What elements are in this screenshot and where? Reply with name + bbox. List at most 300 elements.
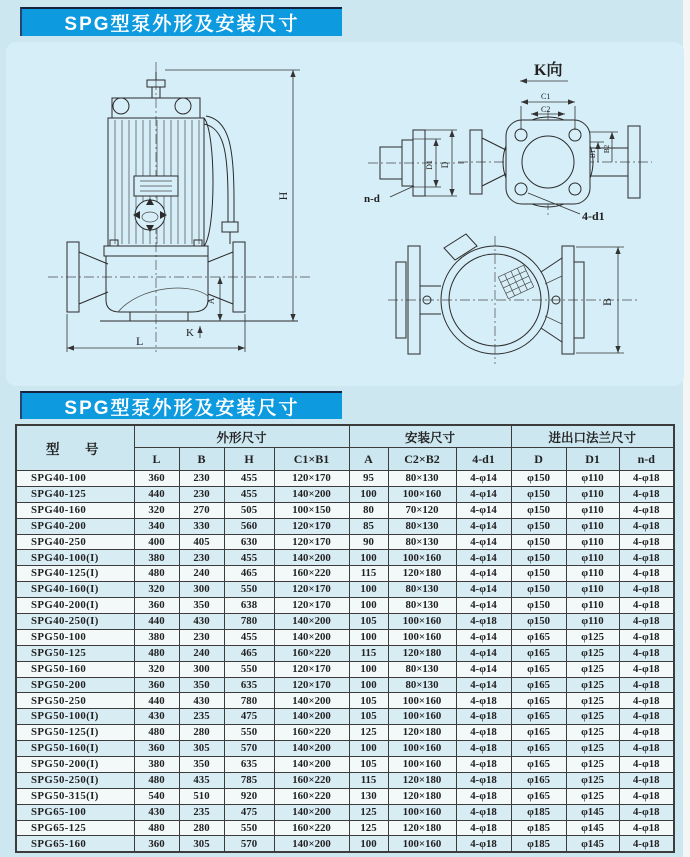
- value-cell: φ150: [511, 582, 566, 598]
- value-cell: 4-φ18: [456, 820, 511, 836]
- value-cell: 475: [224, 804, 274, 820]
- header-C2xB2: C2×B2: [388, 448, 456, 471]
- value-cell: 360: [134, 471, 179, 487]
- value-cell: 125: [349, 820, 388, 836]
- value-cell: 480: [134, 725, 179, 741]
- value-cell: 475: [224, 709, 274, 725]
- value-cell: φ110: [566, 550, 619, 566]
- model-cell: SPG50-160: [16, 661, 134, 677]
- table-row: [16, 534, 674, 550]
- value-cell: 140×200: [274, 693, 349, 709]
- model-cell: SPG40-125: [16, 486, 134, 502]
- value-cell: φ145: [566, 836, 619, 852]
- table-row: [16, 471, 674, 487]
- value-cell: 100×160: [388, 709, 456, 725]
- dim-label-H: H: [276, 191, 290, 201]
- value-cell: 140×200: [274, 550, 349, 566]
- value-cell: 480: [134, 566, 179, 582]
- value-cell: 630: [224, 534, 274, 550]
- page-right-margin: [683, 0, 690, 857]
- value-cell: φ150: [511, 550, 566, 566]
- value-cell: 100×160: [388, 804, 456, 820]
- value-cell: 4-φ18: [619, 709, 674, 725]
- value-cell: 140×200: [274, 804, 349, 820]
- value-cell: 120×170: [274, 518, 349, 534]
- table-row: [16, 772, 674, 788]
- value-cell: 4-φ18: [619, 661, 674, 677]
- value-cell: φ150: [511, 471, 566, 487]
- value-cell: 280: [179, 820, 224, 836]
- header-model: 型 号: [16, 425, 134, 471]
- value-cell: φ125: [566, 788, 619, 804]
- model-cell: SPG40-250: [16, 534, 134, 550]
- value-cell: φ125: [566, 725, 619, 741]
- value-cell: 4-φ18: [619, 486, 674, 502]
- value-cell: 4-φ18: [619, 820, 674, 836]
- value-cell: 360: [134, 598, 179, 614]
- value-cell: 80×130: [388, 471, 456, 487]
- header-n-d: n-d: [619, 448, 674, 471]
- value-cell: 430: [134, 709, 179, 725]
- value-cell: 4-φ14: [456, 661, 511, 677]
- model-cell: SPG40-160(I): [16, 582, 134, 598]
- model-cell: SPG50-125(I): [16, 725, 134, 741]
- value-cell: φ165: [511, 741, 566, 757]
- value-cell: φ165: [511, 757, 566, 773]
- value-cell: 4-φ18: [619, 550, 674, 566]
- value-cell: φ125: [566, 757, 619, 773]
- value-cell: φ110: [566, 486, 619, 502]
- value-cell: 4-φ18: [456, 804, 511, 820]
- value-cell: φ150: [511, 518, 566, 534]
- dim-label-A: A: [206, 297, 216, 305]
- value-cell: 160×220: [274, 772, 349, 788]
- value-cell: φ150: [511, 534, 566, 550]
- value-cell: 635: [224, 677, 274, 693]
- table-row: [16, 518, 674, 534]
- value-cell: 100×160: [388, 614, 456, 630]
- value-cell: 4-φ14: [456, 471, 511, 487]
- value-cell: 230: [179, 629, 224, 645]
- value-cell: 100×160: [388, 741, 456, 757]
- value-cell: φ165: [511, 661, 566, 677]
- value-cell: 430: [179, 614, 224, 630]
- value-cell: 100: [349, 598, 388, 614]
- value-cell: 320: [134, 502, 179, 518]
- value-cell: 4-φ18: [619, 836, 674, 852]
- value-cell: 105: [349, 693, 388, 709]
- header-D: D: [511, 448, 566, 471]
- header-group-outline: 外形尺寸: [134, 425, 349, 448]
- model-cell: SPG40-100(I): [16, 550, 134, 566]
- value-cell: 100: [349, 486, 388, 502]
- value-cell: 430: [179, 693, 224, 709]
- table-title-banner: [20, 391, 342, 419]
- value-cell: 140×200: [274, 486, 349, 502]
- value-cell: 4-φ14: [456, 566, 511, 582]
- header-L: L: [134, 448, 179, 471]
- value-cell: 340: [134, 518, 179, 534]
- value-cell: 100×160: [388, 486, 456, 502]
- value-cell: 140×200: [274, 836, 349, 852]
- value-cell: 100×150: [274, 502, 349, 518]
- value-cell: 120×170: [274, 582, 349, 598]
- value-cell: 4-φ18: [619, 598, 674, 614]
- dim-label-C1: C1: [541, 92, 551, 101]
- table-header: [16, 425, 674, 471]
- dim-label-K: K: [186, 327, 194, 339]
- value-cell: 100: [349, 741, 388, 757]
- value-cell: 440: [134, 614, 179, 630]
- model-cell: SPG50-200(I): [16, 757, 134, 773]
- value-cell: φ110: [566, 502, 619, 518]
- value-cell: φ185: [511, 836, 566, 852]
- value-cell: 4-φ18: [619, 741, 674, 757]
- dim-label-4-d1: 4-d1: [582, 209, 605, 223]
- value-cell: φ110: [566, 614, 619, 630]
- value-cell: 85: [349, 518, 388, 534]
- value-cell: 4-φ18: [619, 471, 674, 487]
- value-cell: φ125: [566, 629, 619, 645]
- table-row: [16, 804, 674, 820]
- value-cell: 4-φ18: [619, 629, 674, 645]
- value-cell: 505: [224, 502, 274, 518]
- value-cell: 4-φ18: [619, 518, 674, 534]
- value-cell: 120×180: [388, 820, 456, 836]
- model-cell: SPG40-125(I): [16, 566, 134, 582]
- value-cell: φ110: [566, 582, 619, 598]
- value-cell: 4-φ18: [456, 614, 511, 630]
- table-row: [16, 677, 674, 693]
- value-cell: 100×160: [388, 757, 456, 773]
- value-cell: 100×160: [388, 836, 456, 852]
- table-title: SPG型泵外形及安装尺寸: [64, 397, 300, 419]
- value-cell: 4-φ14: [456, 629, 511, 645]
- value-cell: 120×180: [388, 772, 456, 788]
- value-cell: φ110: [566, 598, 619, 614]
- k-view-label: K向: [534, 62, 563, 79]
- value-cell: φ165: [511, 645, 566, 661]
- value-cell: φ125: [566, 661, 619, 677]
- value-cell: φ125: [566, 741, 619, 757]
- value-cell: 90: [349, 534, 388, 550]
- value-cell: 4-φ14: [456, 518, 511, 534]
- value-cell: 4-φ18: [619, 677, 674, 693]
- value-cell: 4-φ14: [456, 486, 511, 502]
- value-cell: 80×130: [388, 534, 456, 550]
- value-cell: 100: [349, 836, 388, 852]
- value-cell: 100: [349, 661, 388, 677]
- header-4-d1: 4-d1: [456, 448, 511, 471]
- dim-label-C2: C2: [541, 105, 551, 114]
- value-cell: 4-φ18: [619, 772, 674, 788]
- table-row: [16, 757, 674, 773]
- dim-label-D: D: [440, 161, 450, 169]
- value-cell: 100: [349, 677, 388, 693]
- value-cell: 140×200: [274, 629, 349, 645]
- value-cell: 465: [224, 566, 274, 582]
- value-cell: φ165: [511, 629, 566, 645]
- value-cell: 440: [134, 693, 179, 709]
- value-cell: φ150: [511, 486, 566, 502]
- value-cell: 100×160: [388, 629, 456, 645]
- model-cell: SPG50-200: [16, 677, 134, 693]
- value-cell: 350: [179, 598, 224, 614]
- value-cell: φ165: [511, 788, 566, 804]
- plan-view-drawing: [388, 234, 640, 364]
- dim-label-n-d: n-d: [364, 193, 380, 205]
- table-row: [16, 725, 674, 741]
- model-cell: SPG65-125: [16, 820, 134, 836]
- dim-label-D1: D1: [425, 160, 434, 170]
- value-cell: 80×130: [388, 518, 456, 534]
- model-cell: SPG40-100: [16, 471, 134, 487]
- value-cell: 100×160: [388, 550, 456, 566]
- value-cell: 240: [179, 645, 224, 661]
- value-cell: 550: [224, 661, 274, 677]
- value-cell: φ110: [566, 566, 619, 582]
- value-cell: 80×130: [388, 598, 456, 614]
- value-cell: 360: [134, 677, 179, 693]
- value-cell: 120×170: [274, 534, 349, 550]
- value-cell: 125: [349, 804, 388, 820]
- header-B: B: [179, 448, 224, 471]
- value-cell: 320: [134, 582, 179, 598]
- value-cell: 120×180: [388, 788, 456, 804]
- model-cell: SPG50-160(I): [16, 741, 134, 757]
- value-cell: 120×170: [274, 598, 349, 614]
- value-cell: 4-φ18: [619, 725, 674, 741]
- value-cell: 95: [349, 471, 388, 487]
- value-cell: 350: [179, 677, 224, 693]
- value-cell: 4-φ14: [456, 677, 511, 693]
- value-cell: φ125: [566, 645, 619, 661]
- model-cell: SPG65-100: [16, 804, 134, 820]
- dim-label-L: L: [136, 334, 144, 348]
- value-cell: 435: [179, 772, 224, 788]
- table-row: [16, 550, 674, 566]
- value-cell: 635: [224, 757, 274, 773]
- value-cell: 455: [224, 550, 274, 566]
- value-cell: 465: [224, 645, 274, 661]
- value-cell: 4-φ18: [619, 693, 674, 709]
- value-cell: 380: [134, 629, 179, 645]
- value-cell: 320: [134, 661, 179, 677]
- table-row: [16, 486, 674, 502]
- value-cell: φ145: [566, 804, 619, 820]
- pump-technical-drawing: [8, 44, 682, 380]
- dim-label-B1: B1: [589, 149, 597, 159]
- value-cell: 4-φ14: [456, 645, 511, 661]
- dim-label-B2: B2: [603, 144, 611, 154]
- table-row: [16, 629, 674, 645]
- table-row: [16, 614, 674, 630]
- value-cell: 4-φ14: [456, 534, 511, 550]
- value-cell: 140×200: [274, 757, 349, 773]
- value-cell: 4-φ14: [456, 550, 511, 566]
- value-cell: 130: [349, 788, 388, 804]
- value-cell: 140×200: [274, 614, 349, 630]
- value-cell: 540: [134, 788, 179, 804]
- table-row: [16, 820, 674, 836]
- model-cell: SPG40-160: [16, 502, 134, 518]
- value-cell: 305: [179, 836, 224, 852]
- value-cell: 360: [134, 741, 179, 757]
- model-cell: SPG40-250(I): [16, 614, 134, 630]
- model-cell: SPG50-250(I): [16, 772, 134, 788]
- value-cell: 305: [179, 741, 224, 757]
- value-cell: 100×160: [388, 693, 456, 709]
- value-cell: φ185: [511, 804, 566, 820]
- value-cell: 4-φ18: [456, 725, 511, 741]
- model-cell: SPG50-100: [16, 629, 134, 645]
- value-cell: 105: [349, 614, 388, 630]
- value-cell: 160×220: [274, 820, 349, 836]
- value-cell: 125: [349, 725, 388, 741]
- value-cell: 440: [134, 486, 179, 502]
- value-cell: 240: [179, 566, 224, 582]
- value-cell: φ165: [511, 709, 566, 725]
- value-cell: φ110: [566, 534, 619, 550]
- value-cell: 70×120: [388, 502, 456, 518]
- value-cell: 4-φ14: [456, 598, 511, 614]
- value-cell: 430: [134, 804, 179, 820]
- model-cell: SPG50-315(I): [16, 788, 134, 804]
- dimension-table: [15, 424, 675, 853]
- value-cell: 80×130: [388, 677, 456, 693]
- value-cell: 4-φ18: [619, 645, 674, 661]
- value-cell: 4-φ18: [619, 502, 674, 518]
- value-cell: 230: [179, 550, 224, 566]
- header-group-flange: 进出口法兰尺寸: [511, 425, 674, 448]
- value-cell: 160×220: [274, 788, 349, 804]
- value-cell: 115: [349, 772, 388, 788]
- model-cell: SPG65-160: [16, 836, 134, 852]
- value-cell: 570: [224, 836, 274, 852]
- table-row: [16, 709, 674, 725]
- value-cell: 300: [179, 582, 224, 598]
- value-cell: 4-φ18: [456, 772, 511, 788]
- value-cell: 550: [224, 725, 274, 741]
- value-cell: 330: [179, 518, 224, 534]
- value-cell: φ145: [566, 820, 619, 836]
- value-cell: 4-φ18: [619, 788, 674, 804]
- table-row: [16, 645, 674, 661]
- model-cell: SPG40-200(I): [16, 598, 134, 614]
- value-cell: 4-φ18: [619, 804, 674, 820]
- value-cell: 785: [224, 772, 274, 788]
- lifting-eye-icon: [175, 98, 191, 114]
- front-view-drawing: [48, 62, 312, 352]
- table-row: [16, 566, 674, 582]
- value-cell: φ125: [566, 693, 619, 709]
- value-cell: 280: [179, 725, 224, 741]
- header-C1xB1: C1×B1: [274, 448, 349, 471]
- value-cell: 300: [179, 661, 224, 677]
- value-cell: 4-φ18: [619, 566, 674, 582]
- value-cell: 160×220: [274, 725, 349, 741]
- page-title-banner: [20, 7, 342, 36]
- k-direction-view-drawing: [364, 60, 652, 223]
- value-cell: φ125: [566, 709, 619, 725]
- table-row: [16, 788, 674, 804]
- value-cell: 105: [349, 757, 388, 773]
- value-cell: 638: [224, 598, 274, 614]
- value-cell: 550: [224, 820, 274, 836]
- value-cell: 160×220: [274, 645, 349, 661]
- value-cell: 230: [179, 471, 224, 487]
- table-row: [16, 502, 674, 518]
- value-cell: 480: [134, 820, 179, 836]
- value-cell: φ165: [511, 677, 566, 693]
- value-cell: 4-φ18: [456, 757, 511, 773]
- value-cell: 120×180: [388, 566, 456, 582]
- value-cell: 230: [179, 486, 224, 502]
- header-group-install: 安装尺寸: [349, 425, 511, 448]
- value-cell: 4-φ18: [456, 693, 511, 709]
- dim-label-B: B: [600, 297, 614, 307]
- value-cell: 235: [179, 804, 224, 820]
- table-body: [16, 471, 674, 853]
- value-cell: φ150: [511, 566, 566, 582]
- value-cell: 920: [224, 788, 274, 804]
- value-cell: 120×180: [388, 725, 456, 741]
- value-cell: 100: [349, 550, 388, 566]
- value-cell: 140×200: [274, 741, 349, 757]
- value-cell: 570: [224, 741, 274, 757]
- value-cell: 4-φ18: [619, 757, 674, 773]
- value-cell: 115: [349, 645, 388, 661]
- pump-face: [506, 120, 590, 204]
- value-cell: 100: [349, 582, 388, 598]
- value-cell: 4-φ14: [456, 502, 511, 518]
- value-cell: 480: [134, 645, 179, 661]
- table-row: [16, 693, 674, 709]
- value-cell: φ165: [511, 693, 566, 709]
- value-cell: 455: [224, 486, 274, 502]
- value-cell: 4-φ18: [456, 709, 511, 725]
- value-cell: 80×130: [388, 582, 456, 598]
- value-cell: 4-φ14: [456, 582, 511, 598]
- model-cell: SPG40-200: [16, 518, 134, 534]
- value-cell: 380: [134, 550, 179, 566]
- page-title: SPG型泵外形及安装尺寸: [64, 14, 300, 35]
- value-cell: 4-φ18: [619, 582, 674, 598]
- lifting-eye-icon: [113, 98, 129, 114]
- table-row: [16, 661, 674, 677]
- value-cell: φ110: [566, 471, 619, 487]
- table-row: [16, 836, 674, 852]
- value-cell: 80×130: [388, 661, 456, 677]
- value-cell: φ165: [511, 772, 566, 788]
- value-cell: 4-φ18: [456, 788, 511, 804]
- value-cell: 780: [224, 693, 274, 709]
- value-cell: 120×170: [274, 661, 349, 677]
- model-cell: SPG50-250: [16, 693, 134, 709]
- value-cell: φ150: [511, 598, 566, 614]
- value-cell: 120×170: [274, 677, 349, 693]
- value-cell: 480: [134, 772, 179, 788]
- value-cell: 455: [224, 471, 274, 487]
- value-cell: 510: [179, 788, 224, 804]
- header-H: H: [224, 448, 274, 471]
- value-cell: 120×180: [388, 645, 456, 661]
- table-row: [16, 582, 674, 598]
- value-cell: 160×220: [274, 566, 349, 582]
- table-row: [16, 741, 674, 757]
- table-row: [16, 598, 674, 614]
- value-cell: φ150: [511, 502, 566, 518]
